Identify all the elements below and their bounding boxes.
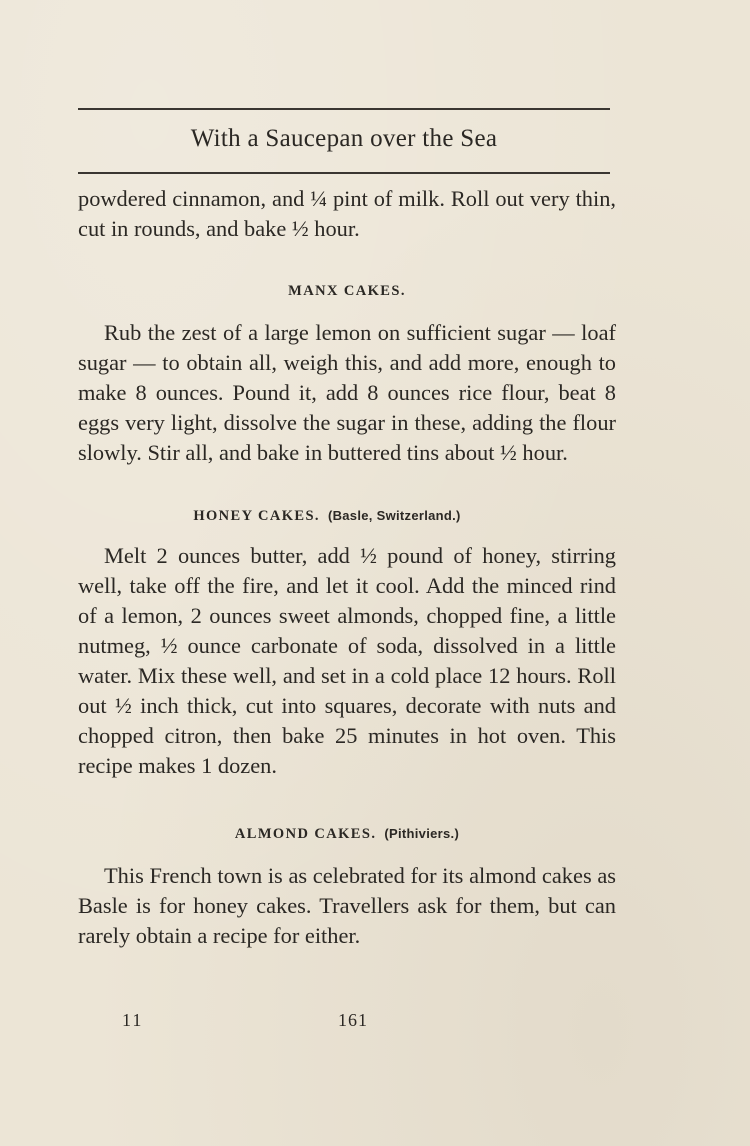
section-body-honey-cakes: Melt 2 ounces butter, add ½ pound of honey, stirring well, take off the fire, and let it cool. Add the minced rind of a lemon, 2 ounces sweet almonds, chopped fine, a little nutmeg, ½ ounce carbonate of soda, dissolved in a little water. Mix these well, and set in a cold place 12 hours. Roll out ½ inch thick, cut into squares, decorate with nuts and chopped citron, then bake 25 minutes in hot oven. This recipe makes 1 dozen.	[78, 543, 616, 778]
header-rule-top	[78, 108, 610, 110]
section-subtitle: (Pithiviers.)	[384, 826, 460, 841]
section-subtitle: (Basle, Switzerland.)	[327, 508, 461, 523]
section-body-almond-cakes: This French town is as celebrated for its almond cakes as Basle is for honey cakes. Travellers ask for them, but can rarely obtain a recipe for either.	[78, 863, 616, 948]
page-content	[78, 184, 616, 951]
section-body-manx-cakes: Rub the zest of a large lemon on sufficient sugar — loaf sugar — to obtain all, weigh this, and add more, enough to make 8 ounces. Pound it, add 8 ounces rice flour, beat 8 eggs very light, dissolve the sugar in these, adding the flour slowly. Stir all, and bake in buttered tins about ½ hour.	[78, 320, 616, 465]
page-number: 161	[338, 1010, 368, 1030]
signature-mark: 11	[122, 1010, 144, 1030]
running-header: With a Saucepan over the Sea	[190, 125, 498, 152]
header-rule-bottom	[78, 172, 610, 174]
section-title: HONEY CAKES.	[193, 508, 320, 524]
section-title: ALMOND CAKES.	[234, 826, 377, 842]
opening-paragraph: powdered cinnamon, and ¼ pint of milk. Roll out very thin, cut in rounds, and bake ½ hour.	[78, 186, 616, 241]
section-heading-manx-cakes	[78, 276, 616, 306]
section-title: MANX CAKES.	[288, 283, 406, 299]
section-heading-almond-cakes	[78, 819, 616, 849]
section-heading-honey-cakes	[78, 501, 616, 531]
